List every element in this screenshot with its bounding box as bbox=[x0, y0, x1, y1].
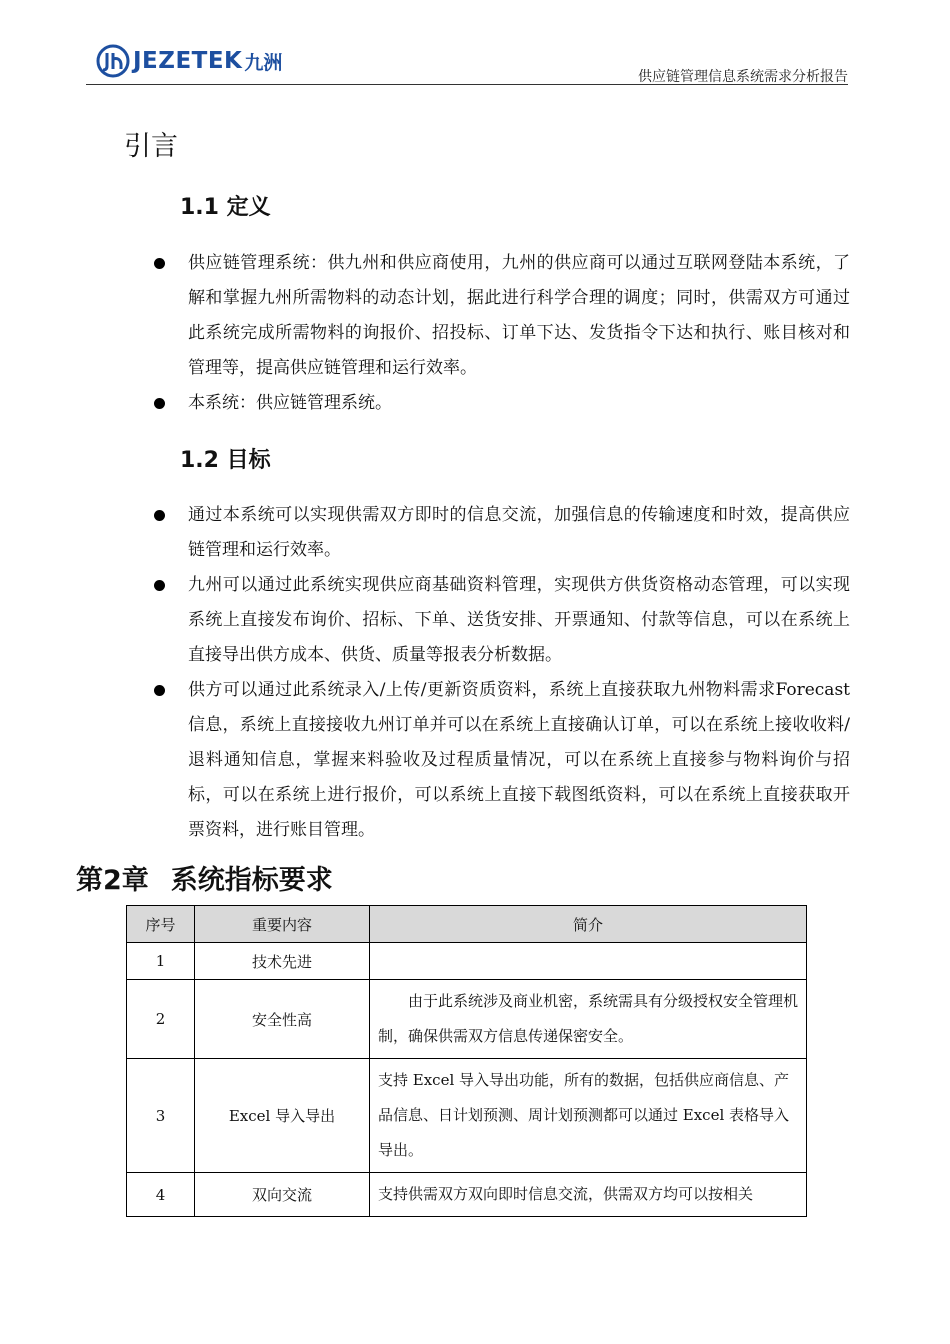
company-logo bbox=[96, 44, 282, 78]
chapter-title: 系统指标要求 bbox=[170, 865, 333, 896]
table-row bbox=[127, 1173, 807, 1217]
bullet-icon bbox=[154, 685, 165, 696]
cell-desc: 支持 Excel 导入导出功能，所有的数据，包括供应商信息、产品信息、日计划预测、周计划预测都可以通过 Excel 表格导入导出。 bbox=[370, 1059, 807, 1173]
list-item bbox=[150, 673, 850, 848]
bullet-icon bbox=[154, 258, 165, 269]
cell-item: 双向交流 bbox=[195, 1173, 370, 1217]
section-title-intro: 引言 bbox=[124, 131, 178, 162]
list-item-text: 供应链管理系统：供九州和供应商使用，九州的供应商可以通过互联网登陆本系统，了解和掌握九州所需物料的动态计划，据此进行科学合理的调度；同时，供需双方可通过此系统完成所需物料的询报价、招投标、订单下达、发货指令下达和执行、账目核对和管理等，提高供应链管理和运行效率。 bbox=[188, 253, 850, 378]
table-row bbox=[127, 1059, 807, 1173]
cell-no: 2 bbox=[127, 980, 195, 1059]
list-item-text: 本系统：供应链管理系统。 bbox=[188, 393, 392, 413]
cell-desc: 由于此系统涉及商业机密，系统需具有分级授权安全管理机制，确保供需双方信息传递保密安全。 bbox=[370, 980, 807, 1059]
cell-item: 安全性高 bbox=[195, 980, 370, 1059]
cell-item: 技术先进 bbox=[195, 943, 370, 980]
list-item bbox=[150, 498, 850, 568]
list-item-text: 通过本系统可以实现供需双方即时的信息交流，加强信息的传输速度和时效，提高供应链管理和运行效率。 bbox=[188, 505, 850, 560]
list-item-text: 供方可以通过此系统录入/上传/更新资质资料，系统上直接获取九州物料需求Forecast信息，系统上直接接收九州订单并可以在系统上直接确认订单，可以在系统上接收收料/退料通知信息，掌握来料验收及过程质量情况，可以在系统上直接参与物料询价与招标，可以在系统上进行报价，可以系统上直接下载图纸资料，可以在系统上直接获取开票资料，进行账目管理。 bbox=[188, 680, 850, 840]
heading-goals: 1.2 目标 bbox=[180, 448, 271, 473]
list-item-text: 九州可以通过此系统实现供应商基础资料管理，实现供方供货资格动态管理，可以实现系统上直接发布询价、招标、下单、送货安排、开票通知、付款等信息，可以在系统上直接导出供方成本、供货、质量等报表分析数据。 bbox=[188, 575, 850, 665]
list-item bbox=[150, 246, 850, 386]
header-cell-desc: 简介 bbox=[370, 906, 807, 943]
cell-no: 3 bbox=[127, 1059, 195, 1173]
chapter-number: 第2章 bbox=[76, 865, 149, 896]
table-header-row bbox=[127, 906, 807, 943]
chapter-heading bbox=[76, 858, 333, 897]
bullet-icon bbox=[154, 580, 165, 591]
heading-definition: 1.1 定义 bbox=[180, 195, 271, 220]
list-item bbox=[150, 568, 850, 673]
jezetek-logo-icon bbox=[96, 44, 130, 78]
cell-desc: 支持供需双方双向即时信息交流，供需双方均可以按相关 bbox=[370, 1173, 807, 1217]
header-divider bbox=[86, 84, 848, 85]
bullet-icon bbox=[154, 510, 165, 521]
brand-name-cn: 九洲 bbox=[244, 51, 283, 74]
bullet-icon bbox=[154, 398, 165, 409]
table-row bbox=[127, 943, 807, 980]
requirements-table bbox=[126, 905, 807, 1217]
list-item bbox=[150, 386, 850, 421]
brand-name: JEZETEK bbox=[133, 48, 243, 74]
cell-no: 1 bbox=[127, 943, 195, 980]
table-row bbox=[127, 980, 807, 1059]
definition-list bbox=[150, 246, 850, 421]
cell-no: 4 bbox=[127, 1173, 195, 1217]
cell-desc bbox=[370, 943, 807, 980]
document-title: 供应链管理信息系统需求分析报告 bbox=[638, 69, 848, 85]
header-cell-item: 重要内容 bbox=[195, 906, 370, 943]
header-cell-no: 序号 bbox=[127, 906, 195, 943]
goals-list bbox=[150, 498, 850, 848]
cell-item: Excel 导入导出 bbox=[195, 1059, 370, 1173]
